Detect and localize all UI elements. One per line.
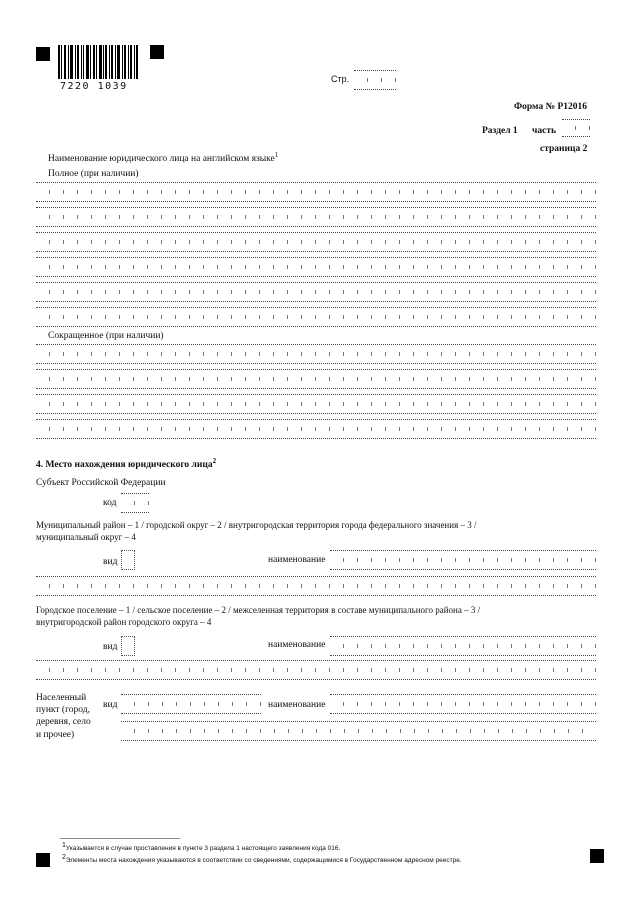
settlement-name-row-2[interactable] bbox=[36, 660, 596, 680]
municipal-name-label: наименование bbox=[268, 555, 326, 565]
marker-top-left bbox=[36, 47, 50, 61]
barcode-number: 7220 1039 bbox=[60, 81, 128, 92]
page-label: Стр. bbox=[331, 74, 350, 84]
full-name-row-2[interactable] bbox=[36, 207, 596, 227]
locality-label-1: Населенный bbox=[36, 693, 87, 703]
full-name-row-6[interactable] bbox=[36, 307, 596, 327]
locality-name-label: наименование bbox=[268, 700, 326, 710]
locality-name-row-2[interactable] bbox=[121, 721, 596, 741]
marker-top-right bbox=[150, 45, 164, 59]
settlement-kind-field[interactable] bbox=[121, 636, 135, 656]
subject-code-field[interactable] bbox=[121, 493, 149, 513]
settlement-description-2: внутригородской район городского округа – 4 bbox=[36, 617, 212, 627]
municipal-name-row-1[interactable] bbox=[330, 550, 596, 570]
footnote-1: $^1$Указывается в случае проставления в пункте 3 раздела 1 настоящего заявления кода 016. bbox=[62, 842, 341, 853]
section-label: Раздел 1 bbox=[482, 126, 518, 136]
municipal-kind-label: вид bbox=[103, 557, 118, 567]
locality-kind-label: вид bbox=[103, 700, 118, 710]
location-title: 4. Место нахождения юридического лица$^2$ bbox=[36, 457, 217, 471]
code-label: код bbox=[103, 498, 117, 508]
municipal-description-1: Муниципальный район – 1 / городской округ – 2 / внутригородская территория города федерального значения – 3 / bbox=[36, 520, 477, 530]
locality-label-4: и прочее) bbox=[36, 730, 75, 740]
settlement-description-1: Городское поселение – 1 / сельское поселение – 2 / межселенная территория в составе муниципального района – 3 / bbox=[36, 605, 481, 615]
barcode bbox=[58, 45, 138, 79]
marker-bottom-left bbox=[36, 853, 50, 867]
short-name-row-3[interactable] bbox=[36, 394, 596, 414]
short-name-row-2[interactable] bbox=[36, 369, 596, 389]
form-title: Форма № Р12016 bbox=[514, 102, 588, 112]
full-name-label: Полное (при наличии) bbox=[48, 169, 139, 179]
municipal-kind-field[interactable] bbox=[121, 550, 135, 570]
part-label: часть bbox=[532, 126, 557, 136]
locality-kind-field[interactable] bbox=[121, 694, 261, 714]
settlement-name-row-1[interactable] bbox=[330, 636, 596, 656]
locality-label-3: деревня, село bbox=[36, 717, 91, 727]
municipal-description-2: муниципальный округ – 4 bbox=[36, 532, 136, 542]
full-name-row-1[interactable] bbox=[36, 182, 596, 202]
short-name-label: Сокращенное (при наличии) bbox=[48, 331, 164, 341]
full-name-row-4[interactable] bbox=[36, 257, 596, 277]
page-number-field[interactable] bbox=[354, 70, 396, 90]
subject-label: Субъект Российской Федерации bbox=[36, 478, 166, 488]
footnote-2: $^2$Элементы места нахождения указываются в соответствии со сведениями, содержащимися в Государственном адресном реестре. bbox=[62, 854, 462, 865]
settlement-name-label: наименование bbox=[268, 640, 326, 650]
short-name-row-4[interactable] bbox=[36, 419, 596, 439]
locality-name-row-1[interactable] bbox=[330, 694, 596, 714]
locality-label-2: пункт (город, bbox=[36, 705, 90, 715]
short-name-row-1[interactable] bbox=[36, 344, 596, 364]
municipal-name-row-2[interactable] bbox=[36, 576, 596, 596]
page-subtitle: страница 2 bbox=[540, 144, 588, 154]
settlement-kind-label: вид bbox=[103, 642, 118, 652]
full-name-row-3[interactable] bbox=[36, 232, 596, 252]
english-name-title: Наименование юридического лица на английском языке$^1$ bbox=[48, 151, 279, 165]
full-name-row-5[interactable] bbox=[36, 282, 596, 302]
part-number-field[interactable] bbox=[562, 119, 590, 137]
marker-bottom-right bbox=[590, 849, 604, 863]
footnote-separator bbox=[60, 838, 180, 839]
